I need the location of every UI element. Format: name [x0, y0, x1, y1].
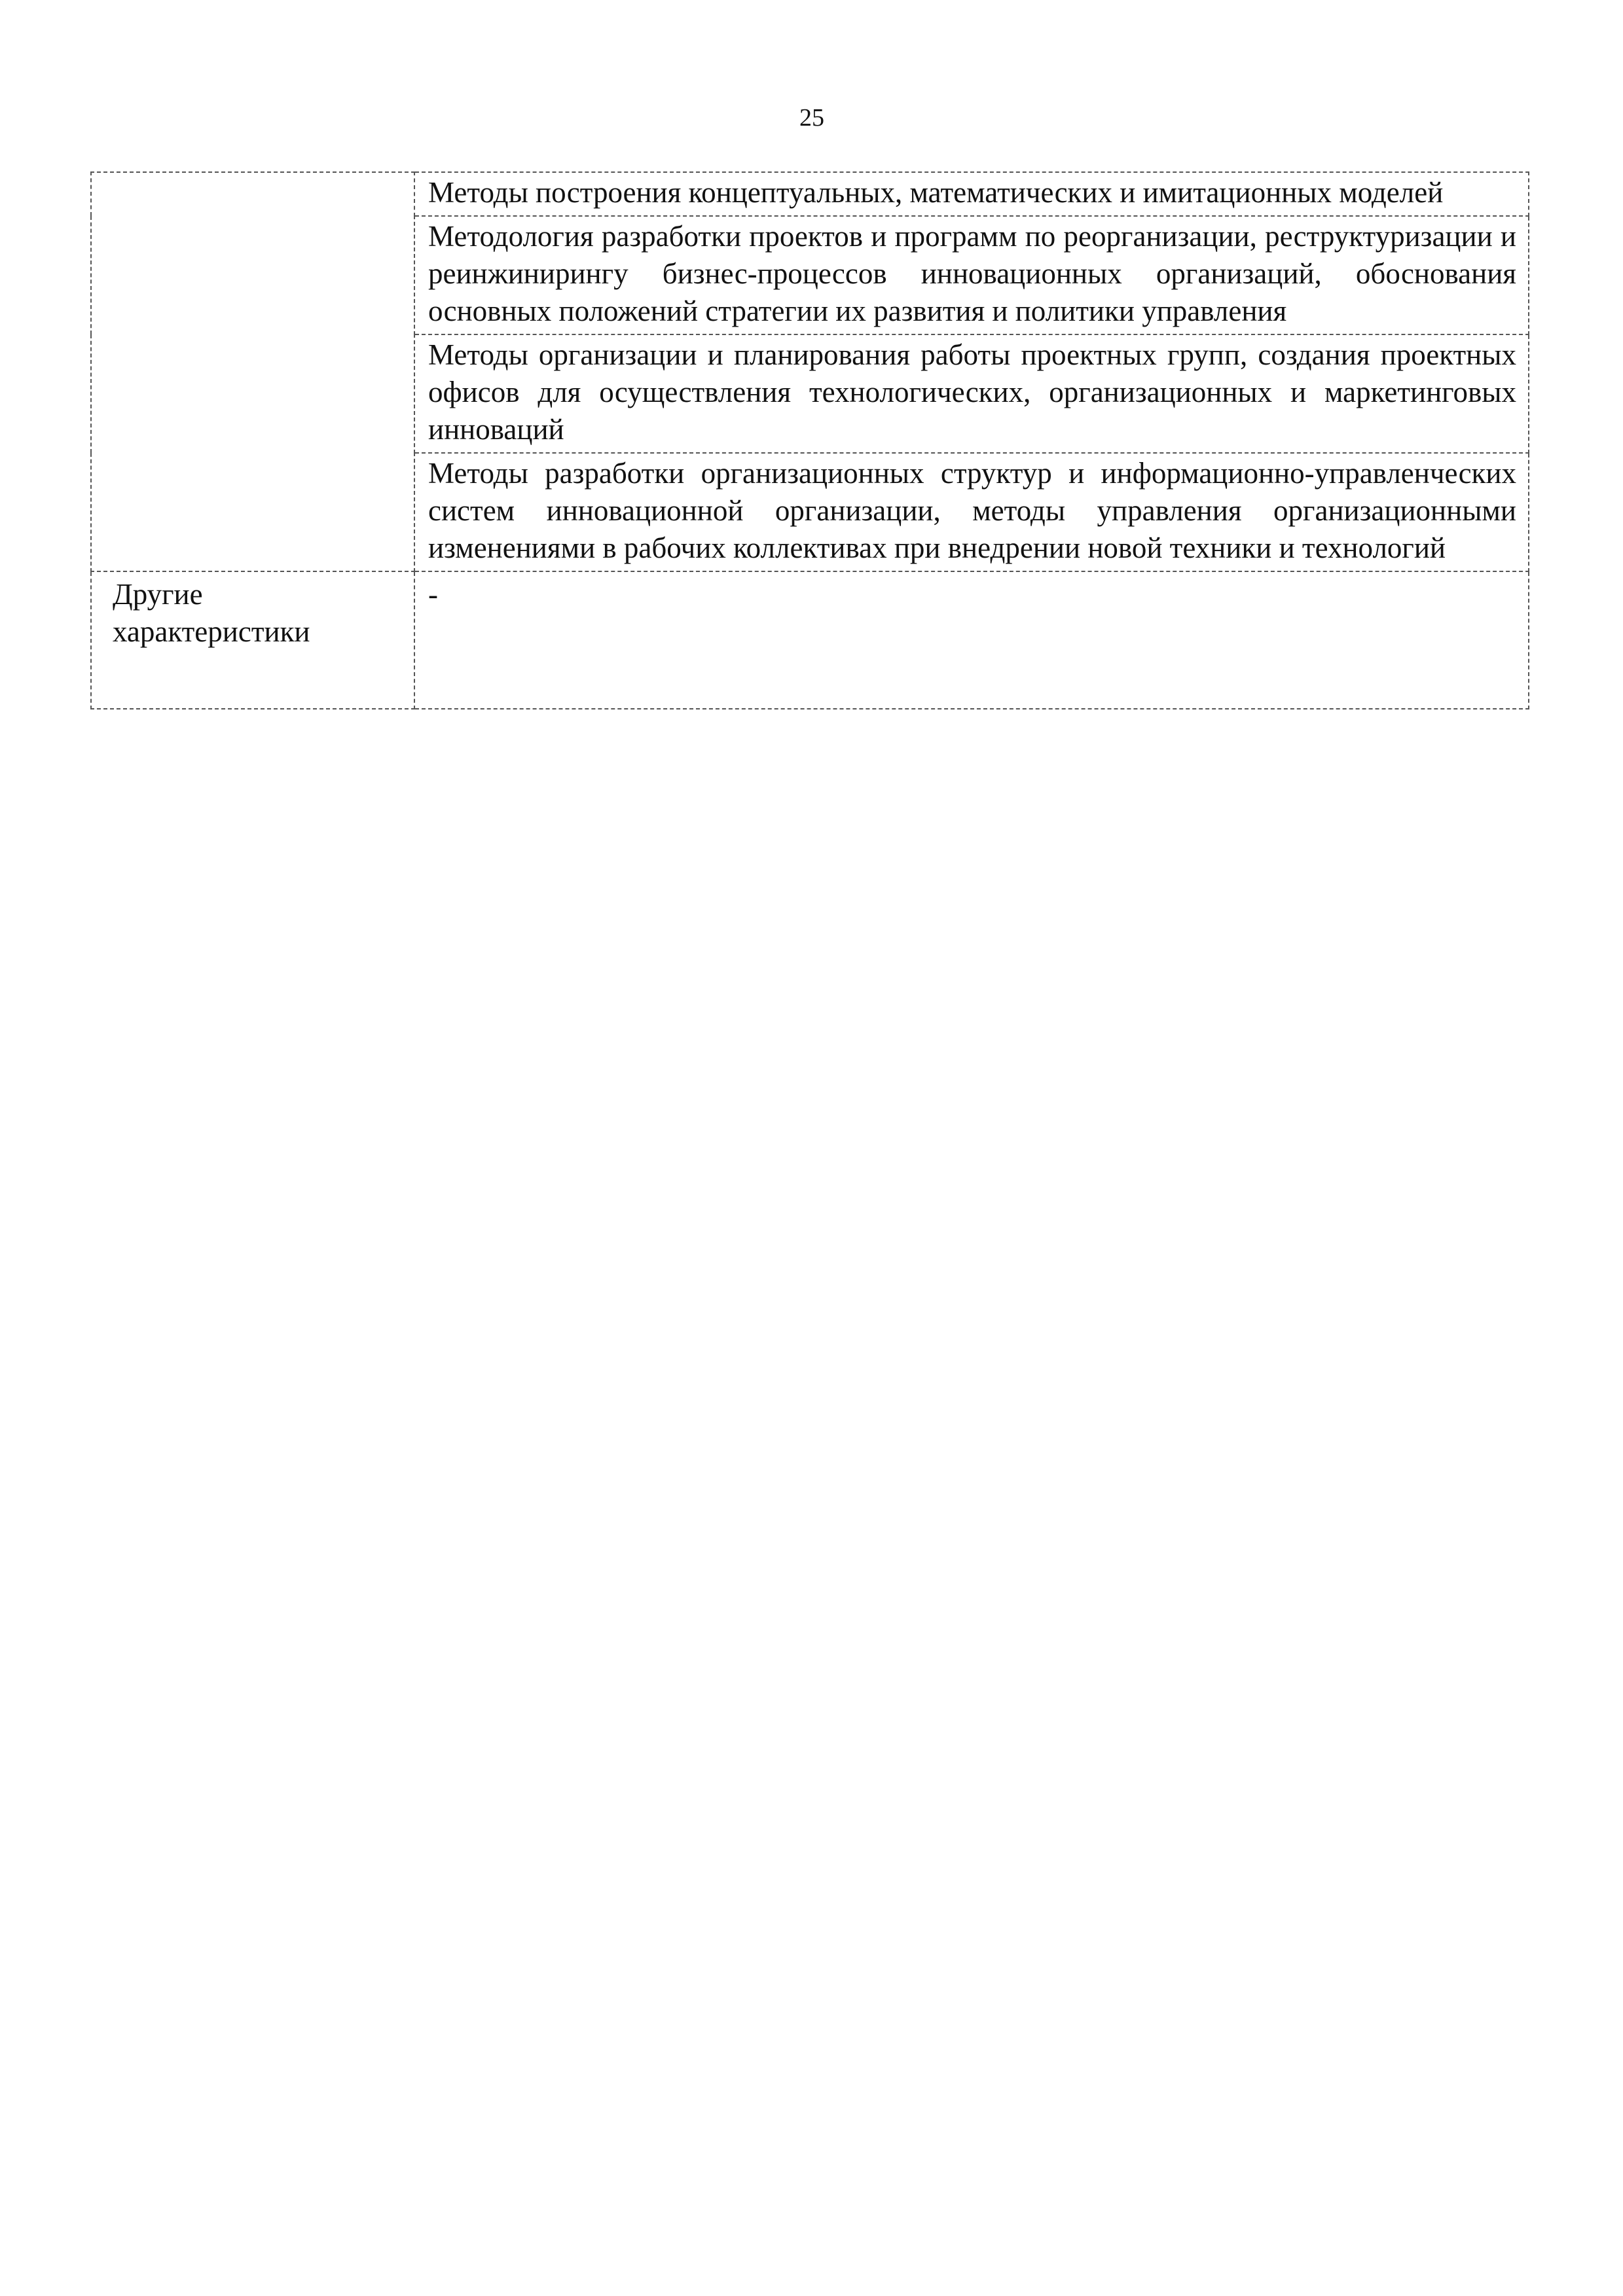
table-cell-content: Методология разработки проектов и программ по реорганизации, реструктуризации и реинжинирингу бизнес-процессов инновационных организаций, обоснования основных положений стратегии их развития и политики управления — [414, 216, 1529, 334]
table-row-other-characteristics — [91, 571, 1529, 709]
table-cell-content: Методы организации и планирования работы проектных групп, создания проектных офисов для осуществления технологических, организационных и маркетинговых инноваций — [414, 334, 1529, 453]
page-number: 25 — [799, 104, 824, 132]
empty-label-cell — [91, 172, 414, 571]
table-cell-content: Методы разработки организационных структур и информационно-управленческих систем инновационной организации, методы управления организационными изменениями в рабочих коллективах при внедрении новой техники и технологий — [414, 453, 1529, 571]
other-characteristics-value: - — [414, 571, 1529, 709]
table-row — [91, 172, 1529, 216]
characteristics-table — [90, 171, 1529, 709]
table-cell-content: Методы построения концептуальных, математических и имитационных моделей — [414, 172, 1529, 216]
other-characteristics-label: Другие характеристики — [91, 571, 414, 709]
